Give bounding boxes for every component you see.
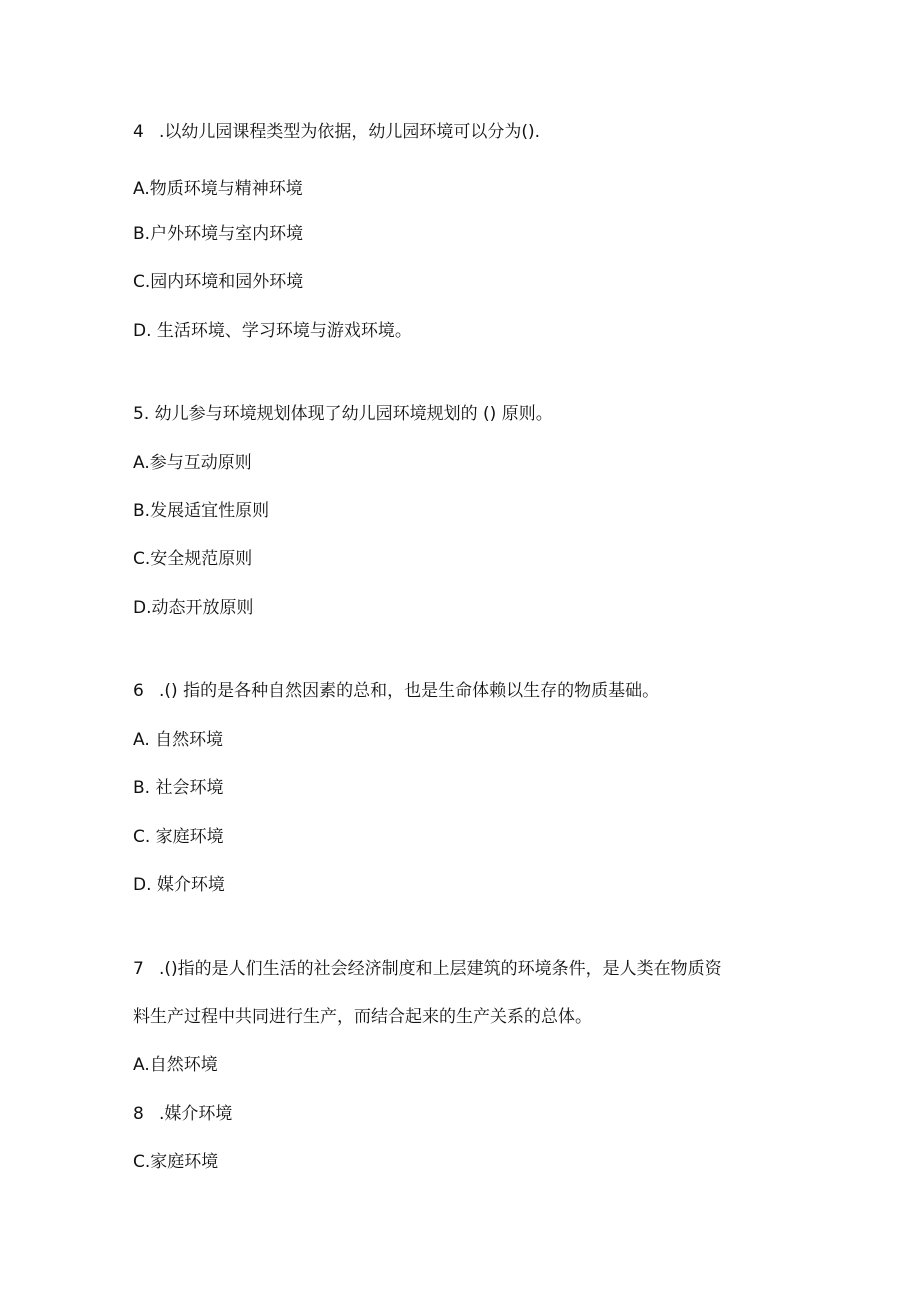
question-7-stem-line1 (133, 958, 722, 980)
question-text: .() 指的是各种自然因素的总和，也是生命体赖以生存的物质基础。 (159, 681, 660, 701)
question-7-stem-line2: 料生产过程中共同进行生产，而结合起来的生产关系的总体。 (133, 1007, 592, 1027)
question-4-option-c: C.园内环境和园外环境 (133, 272, 304, 292)
question-number: 7 (133, 959, 144, 979)
question-number: 6 (133, 681, 144, 701)
question-5-option-a: A.参与互动原则 (133, 453, 252, 473)
question-6-stem (133, 680, 659, 702)
question-4-option-d: D. 生活环境、学习环境与游戏环境。 (133, 321, 412, 341)
option-number: 8 (133, 1104, 144, 1124)
question-5-stem: 5. 幼儿参与环境规划体现了幼儿园环境规划的 () 原则。 (133, 404, 553, 424)
question-7-option-c: C.家庭环境 (133, 1152, 219, 1172)
question-4-option-b: B.户外环境与室内环境 (133, 224, 304, 244)
question-4-option-a: A.物质环境与精神环境 (133, 179, 303, 199)
question-7-option-a: A.自然环境 (133, 1055, 218, 1075)
question-6-option-b: B. 社会环境 (133, 778, 224, 798)
question-6-option-c: C. 家庭环境 (133, 827, 224, 847)
question-text: .以幼儿园课程类型为依据，幼儿园环境可以分为(). (159, 122, 541, 142)
question-number: 4 (133, 122, 144, 142)
question-7-option-b (133, 1103, 232, 1125)
question-4-stem (133, 121, 540, 143)
option-text: .媒介环境 (159, 1104, 233, 1124)
question-6-option-a: A. 自然环境 (133, 730, 224, 750)
question-5-option-b: B.发展适宜性原则 (133, 501, 270, 521)
question-6-option-d: D. 媒介环境 (133, 875, 225, 895)
question-text: .()指的是人们生活的社会经济制度和上层建筑的环境条件，是人类在物质资 (159, 959, 722, 979)
question-5-option-c: C.安全规范原则 (133, 549, 253, 569)
question-5-option-d: D.动态开放原则 (133, 598, 254, 618)
